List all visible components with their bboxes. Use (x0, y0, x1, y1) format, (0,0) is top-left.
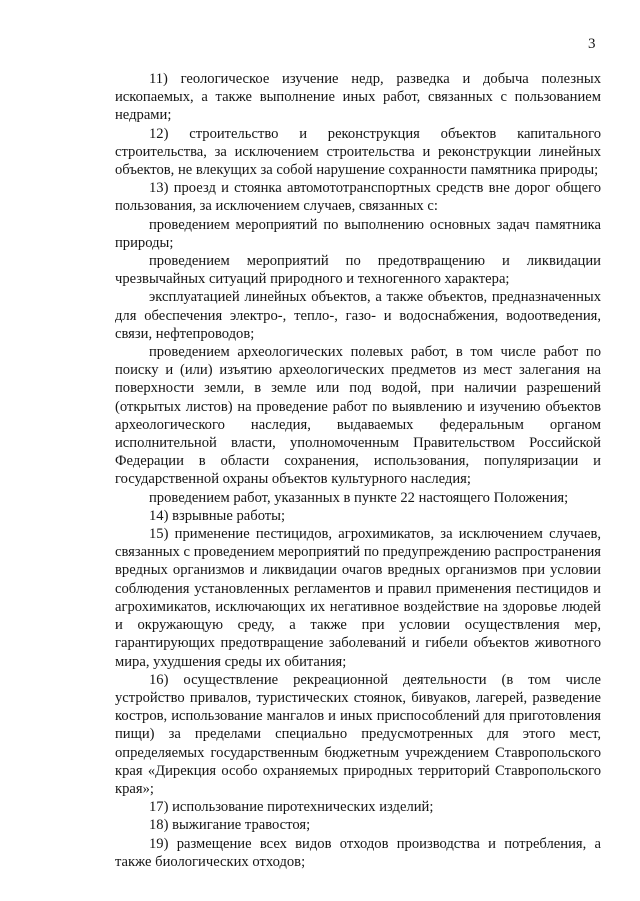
page-number: 3 (588, 36, 596, 52)
item-12-paragraph: 12) строительство и реконструкция объектов капитального строительства, за исключением строительства и реконструкции линейных объектов, не влекущих за собой нарушение сохранности памятника природы; (115, 125, 601, 179)
item-13-exception-2: проведением мероприятий по предотвращению и ликвидации чрезвычайных ситуаций природного и техногенного характера; (115, 253, 601, 288)
item-19-paragraph: 19) размещение всех видов отходов производства и потребления, а также биологических отходов; (115, 835, 601, 870)
item-13-exception-4: проведением археологических полевых работ, в том числе работ по поиску и (или) изъятию археологических предметов из мест залегания на поверхности земли, в земле или под водой, при наличии разрешений (открытых листов) на проведение работ по выявлению и изучению объектов археологического наследия, выдаваемых федеральным органом исполнительной власти, уполномоченным Правительством Российской Федерации в области сохранения, использования, популяризации и государственной охраны объектов культурного наследия; (115, 344, 601, 488)
item-13-exception-1: проведением мероприятий по выполнению основных задач памятника природы; (115, 216, 601, 251)
item-13-exception-3: эксплуатацией линейных объектов, а также объектов, предназначенных для обеспечения электро-, тепло-, газо- и водоснабжения, водоотведения, связи, нефтепроводов; (115, 289, 601, 342)
item-14-paragraph: 14) взрывные работы; (149, 507, 286, 524)
item-17-paragraph: 17) использование пиротехнических изделий; (149, 799, 434, 816)
item-18-paragraph: 18) выжигание травостоя; (149, 817, 311, 834)
item-13-exception-5: проведением работ, указанных в пункте 22 настоящего Положения; (149, 489, 569, 506)
item-11-paragraph: 11) геологическое изучение недр, разведка и добыча полезных ископаемых, а также выполнение иных работ, связанных с пользованием недрами; (115, 71, 601, 124)
document-body (115, 70, 601, 871)
item-15-paragraph: 15) применение пестицидов, агрохимикатов, за исключением случаев, связанных с проведением мероприятий по предупреждению распространения вредных организмов и ликвидации очагов вредных организмов при условии соблюдения установленных регламентов и правил применения пестицидов и агрохимикатов, исключающих их негативное воздействие на здоровье людей и окружающую среду, а также при условии осуществления мер, гарантирующих предотвращение заболеваний и гибели объектов животного мира, ухудшения среды их обитания; (115, 526, 601, 670)
item-16-paragraph: 16) осуществление рекреационной деятельности (в том числе устройство привалов, туристических стоянок, бивуаков, лагерей, разведение костров, использование мангалов и иных приспособлений для приготовления пищи) за пределами специально предусмотренных для этого мест, определяемых государственным бюджетным учреждением Ставропольского края «Дирекция особо охраняемых природных территорий Ставропольского края»; (115, 671, 601, 797)
item-13-paragraph: 13) проезд и стоянка автомототранспортных средств вне дорог общего пользования, за исключением случаев, связанных с: (115, 180, 601, 215)
